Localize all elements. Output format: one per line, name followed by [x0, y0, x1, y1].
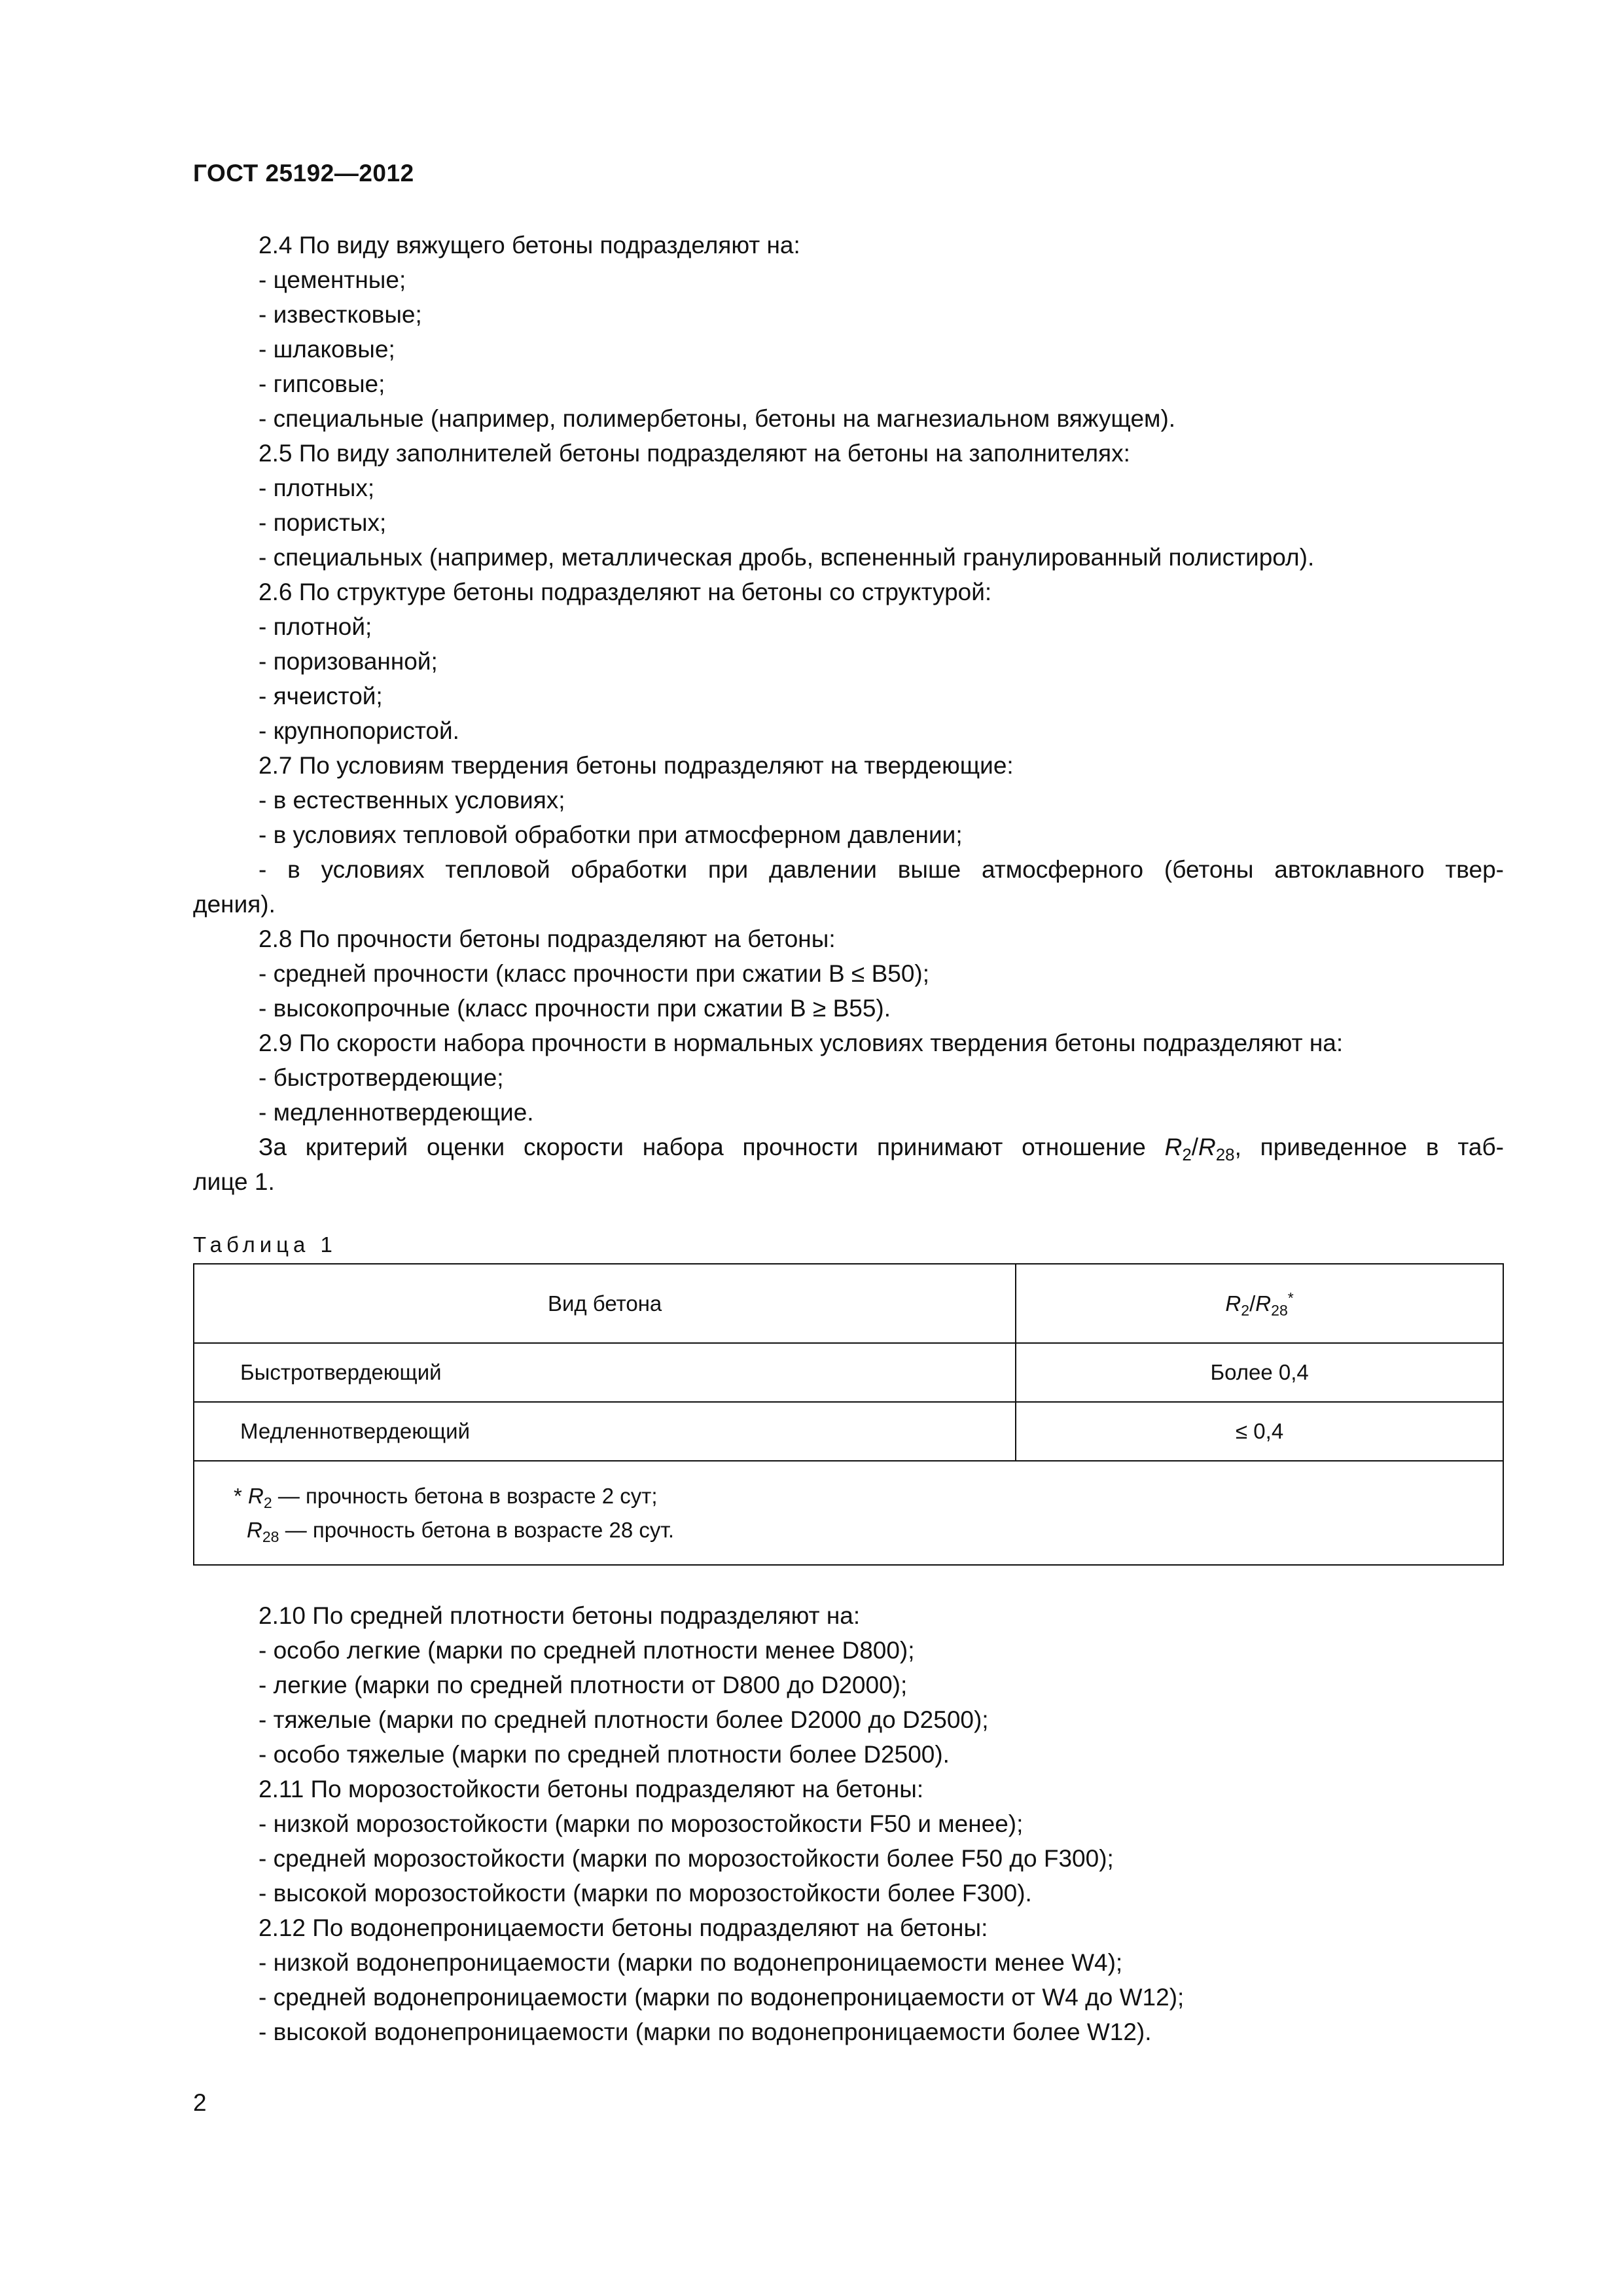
- text-line: - шлаковые;: [259, 336, 395, 363]
- section-2-4-to-2-9: [193, 228, 1504, 1130]
- text-line: 2.7 По условиям твердения бетоны подразделяют на твердеющие:: [259, 752, 1014, 779]
- r-subscript-28: 28: [1271, 1301, 1288, 1319]
- table-header-row: [194, 1264, 1503, 1343]
- r-subscript-28: 28: [262, 1528, 279, 1545]
- text-line: - тяжелые (марки по средней плотности более D2000 до D2500);: [259, 1706, 989, 1733]
- row-concrete-type: Медленнотвердеющий: [194, 1402, 1016, 1461]
- text-line: - пористых;: [259, 509, 387, 536]
- standard-code: ГОСТ 25192—2012: [193, 160, 414, 187]
- r-subscript-28: 28: [1215, 1145, 1235, 1164]
- r-symbol: R: [1198, 1134, 1216, 1160]
- text-line: 2.10 По средней плотности бетоны подразделяют на:: [259, 1602, 861, 1629]
- table-1: [193, 1263, 1504, 1566]
- document-body: [193, 228, 1504, 2049]
- text-line: - средней водонепроницаемости (марки по водонепроницаемости от W4 до W12);: [259, 1984, 1185, 2011]
- text-line: - низкой морозостойкости (марки по морозостойкости F50 и менее);: [259, 1810, 1024, 1837]
- row-concrete-type: Быстротвердеющий: [194, 1343, 1016, 1402]
- text-line: - высокой морозостойкости (марки по морозостойкости более F300).: [259, 1880, 1032, 1907]
- footnote-text-1: — прочность бетона в возрасте 2 сут;: [272, 1483, 658, 1508]
- slash: /: [1191, 1134, 1199, 1160]
- text-line: - специальные (например, полимербетоны, бетоны на магнезиальном вяжущем).: [259, 405, 1176, 432]
- text-line: - высокой водонепроницаемости (марки по водонепроницаемости более W12).: [259, 2018, 1152, 2045]
- text-line: 2.4 По виду вяжущего бетоны подразделяют на:: [259, 232, 800, 259]
- text-line: - плотных;: [259, 475, 375, 501]
- footnote-line-2: [194, 1513, 1503, 1547]
- text-line: - крупнопористой.: [259, 717, 459, 744]
- header-ratio: [1016, 1264, 1503, 1343]
- text-line: - в условиях тепловой обработки при давлении выше атмосферного (бетоны автоклавного твер-: [259, 856, 1504, 883]
- text-line: 2.6 По структуре бетоны подразделяют на бетоны со структурой:: [259, 579, 992, 605]
- table-caption: Таблица 1: [193, 1232, 337, 1257]
- text-line: 2.11 По морозостойкости бетоны подразделяют на бетоны:: [259, 1776, 924, 1803]
- text-line: - особо тяжелые (марки по средней плотности более D2500).: [259, 1741, 950, 1768]
- table-footnote: [194, 1461, 1503, 1565]
- text-line: - средней морозостойкости (марки по морозостойкости более F50 до F300);: [259, 1845, 1114, 1872]
- slash: /: [1249, 1291, 1256, 1316]
- row-ratio-value: Более 0,4: [1016, 1343, 1503, 1402]
- table-row: [194, 1402, 1503, 1461]
- text-line: - медленнотвердеющие.: [259, 1099, 534, 1126]
- text-line: 2.9 По скорости набора прочности в нормальных условиях твердения бетоны подразделяют на:: [259, 1030, 1344, 1056]
- r-subscript-2: 2: [263, 1494, 272, 1511]
- criterion-paragraph-line-1: [193, 1130, 1504, 1164]
- footnote-star: *: [234, 1483, 249, 1508]
- criterion-paragraph-line-2: лице 1.: [193, 1168, 275, 1195]
- criterion-text-1: За критерий оценки скорости набора прочности принимают отношение: [259, 1134, 1165, 1160]
- text-line: 2.12 По водонепроницаемости бетоны подразделяют на бетоны:: [259, 1914, 988, 1941]
- text-line: - поризованной;: [259, 648, 438, 675]
- r-symbol: R: [1255, 1291, 1272, 1316]
- text-line: - средней прочности (класс прочности при сжатии В ≤ В50);: [259, 960, 930, 987]
- text-line: - особо легкие (марки по средней плотности менее D800);: [259, 1637, 915, 1664]
- text-line: - в условиях тепловой обработки при атмосферном давлении;: [259, 821, 963, 848]
- footnote-text-2: — прочность бетона в возрасте 28 сут.: [279, 1517, 675, 1542]
- section-2-10-to-2-12: [193, 1598, 1504, 2049]
- r-subscript-2: 2: [1182, 1145, 1192, 1164]
- text-line: 2.8 По прочности бетоны подразделяют на бетоны:: [259, 925, 836, 952]
- r-subscript-2: 2: [1241, 1301, 1250, 1319]
- text-line: - легкие (марки по средней плотности от D800 до D2000);: [259, 1672, 908, 1698]
- r-symbol: R: [1225, 1291, 1241, 1316]
- table-row: [194, 1343, 1503, 1402]
- text-line: - высокопрочные (класс прочности при сжатии В ≥ В55).: [259, 995, 891, 1022]
- header-concrete-type: Вид бетона: [194, 1264, 1016, 1343]
- footnote-line-1: [194, 1479, 1503, 1513]
- row-ratio-value: ≤ 0,4: [1016, 1402, 1503, 1461]
- text-line: - ячеистой;: [259, 683, 383, 709]
- text-line: - быстротвердеющие;: [259, 1064, 504, 1091]
- criterion-text-2: , приведенное в таб-: [1234, 1134, 1505, 1160]
- text-line: - цементные;: [259, 266, 406, 293]
- r-symbol: R: [248, 1483, 264, 1508]
- r-symbol: R: [247, 1517, 262, 1542]
- text-line: - гипсовые;: [259, 370, 385, 397]
- text-line: - плотной;: [259, 613, 372, 640]
- text-line: - низкой водонепроницаемости (марки по водонепроницаемости менее W4);: [259, 1949, 1123, 1976]
- text-line: - специальных (например, металлическая дробь, вспененный гранулированный полистирол).: [259, 544, 1315, 571]
- footnote-mark: *: [1287, 1289, 1294, 1306]
- page-number: 2: [193, 2089, 207, 2116]
- text-line: - в естественных условиях;: [259, 787, 565, 814]
- r-symbol: R: [1164, 1134, 1183, 1160]
- table-footnote-row: [194, 1461, 1503, 1565]
- text-line: дения).: [193, 891, 276, 918]
- text-line: 2.5 По виду заполнителей бетоны подразделяют на бетоны на заполнителях:: [259, 440, 1130, 467]
- text-line: - известковые;: [259, 301, 422, 328]
